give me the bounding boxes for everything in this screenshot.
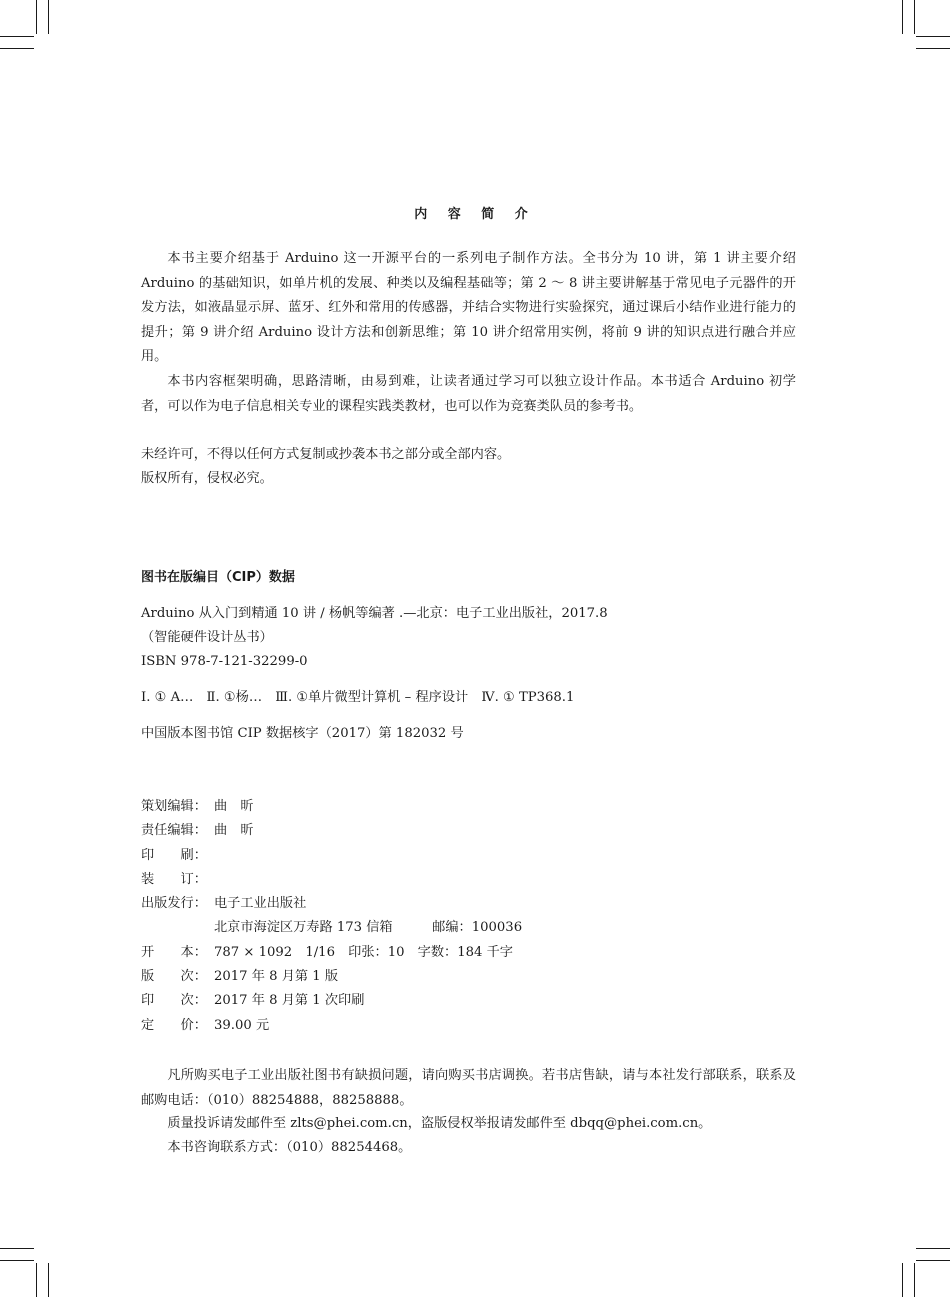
complaint-email-line: 质量投诉请发邮件至 zlts@phei.com.cn，盗版侵权举报请发邮件至 dbqq@phei.com.cn。 bbox=[167, 1116, 712, 1131]
summary-paragraph: 本书内容框架明确，思路清晰，由易到难，让读者通过学习可以独立设计作品。本书适合 Arduino 初学者，可以作为电子信息相关专业的课程实践类教材，也可以作为竞赛类队员的参考书。 bbox=[141, 374, 796, 414]
cip-series: （智能硬件设计丛书） bbox=[141, 630, 273, 645]
meta-row-binding bbox=[141, 870, 214, 890]
crop-mark bbox=[916, 36, 950, 37]
crop-mark bbox=[0, 1260, 34, 1261]
meta-label: 印 刷： bbox=[141, 848, 207, 863]
meta-row-printing bbox=[141, 846, 214, 866]
summary-title: 内 容 简 介 bbox=[414, 207, 536, 222]
crop-mark bbox=[914, 1263, 915, 1297]
meta-value: 2017 年 8 月第 1 次印刷 bbox=[214, 993, 365, 1008]
crop-mark bbox=[0, 48, 34, 49]
crop-mark bbox=[0, 1248, 34, 1249]
cip-heading: 图书在版编目（CIP）数据 bbox=[141, 570, 295, 585]
rights-notice: 未经许可，不得以任何方式复制或抄袭本书之部分或全部内容。 bbox=[141, 447, 511, 462]
meta-row-responsible-editor bbox=[141, 821, 254, 841]
crop-mark bbox=[0, 36, 34, 37]
meta-row-edition bbox=[141, 967, 338, 987]
meta-value: 曲 昕 bbox=[214, 823, 254, 838]
meta-label: 印 次： bbox=[141, 993, 207, 1008]
summary-paragraph: 本书主要介绍基于 Arduino 这一开源平台的一系列电子制作方法。全书分为 10 讲，第 1 讲主要介绍 Arduino 的基础知识，如单片机的发展、种类以及编程基础等；第 2 ～ 8 讲主要讲解基于常见电子元器件的开发方法，如液晶显示屏、蓝牙、红外和常用的传感器，并结合实物进行实验探究，通过课后小结作业进行能力的提升；第 9 讲介绍 Arduino 设计方法和创新思维；第 10 讲介绍常用实例，将前 9 讲的知识点进行融合并应用。 bbox=[141, 251, 796, 365]
cip-title-line: Arduino 从入门到精通 10 讲 / 杨帆等编著 .—北京：电子工业出版社，2017.8 bbox=[141, 606, 608, 621]
inquiry-phone-line: 本书咨询联系方式：（010）88254468。 bbox=[167, 1140, 412, 1155]
meta-label: 策划编辑： bbox=[141, 799, 207, 814]
meta-label: 定 价： bbox=[141, 1018, 207, 1033]
crop-mark bbox=[36, 1263, 37, 1297]
meta-row-planning-editor bbox=[141, 797, 254, 817]
crop-mark bbox=[48, 1263, 49, 1297]
meta-label: 出版发行： bbox=[141, 896, 207, 911]
meta-label: 装 订： bbox=[141, 872, 207, 887]
purchase-notice: 凡所购买电子工业出版社图书有缺损问题，请向购买书店调换。若书店售缺，请与本社发行部联系，联系及邮购电话：（010）88254888，88258888。 bbox=[141, 1068, 796, 1108]
cip-record: 中国版本图书馆 CIP 数据核字（2017）第 182032 号 bbox=[141, 726, 464, 741]
meta-value: 电子工业出版社 bbox=[214, 896, 307, 911]
crop-mark bbox=[914, 0, 915, 34]
meta-value: 39.00 元 bbox=[214, 1018, 270, 1033]
meta-label: 版 次： bbox=[141, 969, 207, 984]
crop-mark bbox=[916, 1260, 950, 1261]
publisher-address: 北京市海淀区万寿路 173 信箱 邮编：100036 bbox=[214, 920, 523, 935]
cip-classification: Ⅰ. ① A… Ⅱ. ①杨… Ⅲ. ①单片微型计算机 – 程序设计 Ⅳ. ① TP368.1 bbox=[141, 690, 575, 705]
rights-reserved: 版权所有，侵权必究。 bbox=[141, 471, 273, 486]
meta-value: 2017 年 8 月第 1 版 bbox=[214, 969, 339, 984]
crop-mark bbox=[36, 0, 37, 34]
crop-mark bbox=[902, 0, 903, 34]
crop-mark bbox=[902, 1263, 903, 1297]
meta-row-price bbox=[141, 1016, 269, 1036]
meta-value: 787 × 1092 1/16 印张：10 字数：184 千字 bbox=[214, 945, 513, 960]
crop-mark bbox=[916, 48, 950, 49]
meta-label: 开 本： bbox=[141, 945, 207, 960]
crop-mark bbox=[48, 0, 49, 34]
meta-row-impression bbox=[141, 991, 364, 1011]
meta-row-publisher bbox=[141, 894, 306, 914]
cip-isbn: ISBN 978-7-121-32299-0 bbox=[141, 654, 308, 669]
crop-mark bbox=[916, 1248, 950, 1249]
meta-value: 曲 昕 bbox=[214, 799, 254, 814]
meta-row-format bbox=[141, 943, 513, 963]
meta-label: 责任编辑： bbox=[141, 823, 207, 838]
